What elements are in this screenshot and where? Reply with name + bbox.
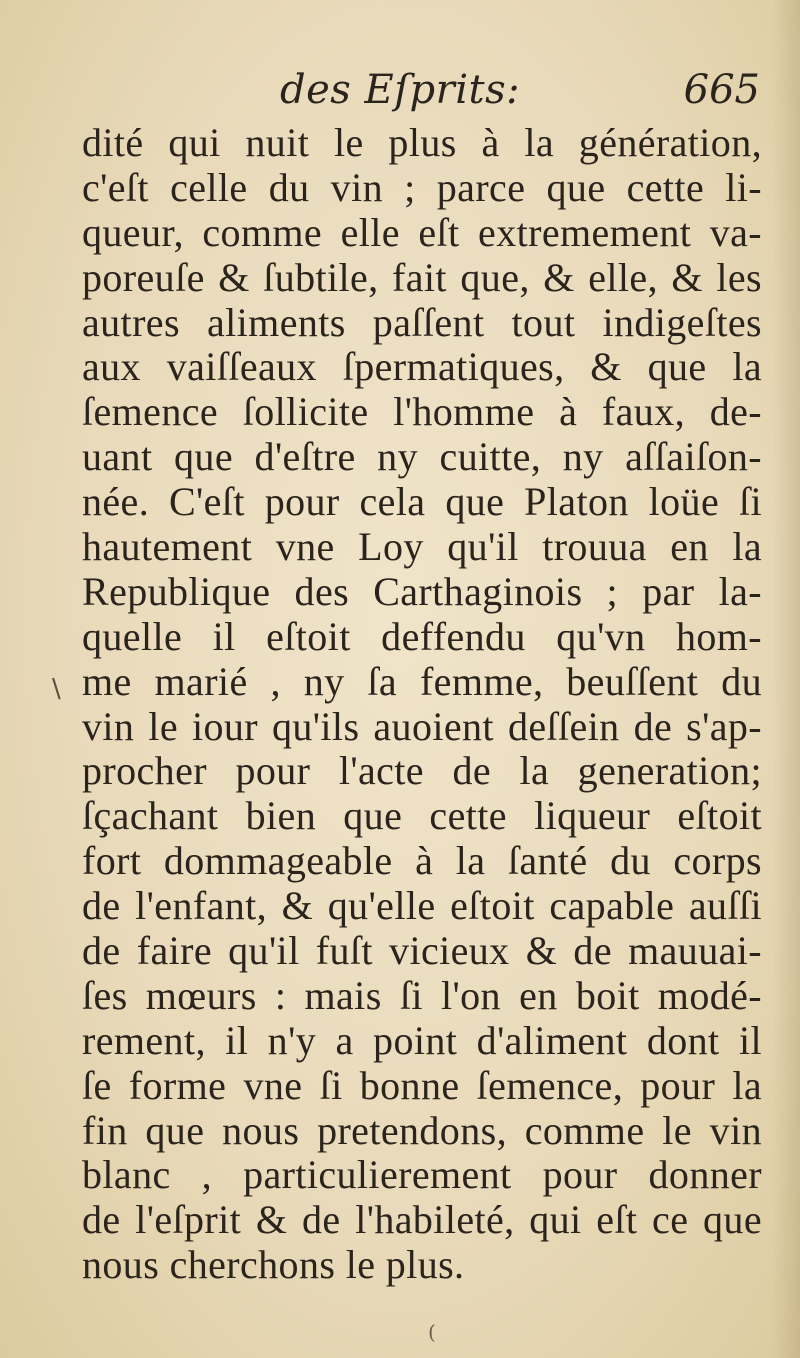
- text-line: ſçachant bien que cette liqueur eſtoit: [82, 793, 762, 839]
- text-line: uant que d'eſtre ny cuitte, ny aſſaiſon-: [82, 434, 762, 480]
- text-line: vin le iour qu'ils auoient deſſein de s'ap-: [82, 703, 762, 749]
- text-line: quelle il eſtoit deffendu qu'vn hom-: [82, 613, 762, 659]
- text-line: de l'enfant, & qu'elle eſtoit capable auſſi: [82, 883, 762, 929]
- page-edge-shadow: [772, 0, 800, 1358]
- text-line: rement, il n'y a point d'aliment dont il: [82, 1017, 762, 1063]
- text-line: ſemence ſollicite l'homme à faux, de-: [82, 389, 762, 435]
- text-line: queur, comme elle eſt extremement va-: [82, 209, 762, 255]
- text-line: poreuſe & ſubtile, fait que, & elle, & les: [82, 254, 762, 300]
- page-header: [80, 60, 760, 118]
- text-line: fort dommageable à la ſanté du corps: [82, 838, 762, 884]
- text-line: née. C'eſt pour cela que Platon loüe ſi: [82, 479, 762, 525]
- text-line: Republique des Carthaginois ; par la-: [82, 568, 762, 614]
- running-title: des Eſprits:: [280, 67, 521, 113]
- text-line: autres aliments paſſent tout indigeſtes: [82, 299, 762, 345]
- text-line: dité qui nuit le plus à la génération,: [82, 120, 762, 165]
- text-line: de faire qu'il fuſt vicieux & de mauuai-: [82, 928, 762, 974]
- text-line: de l'eſprit & de l'habileté, qui eſt ce que: [82, 1197, 762, 1243]
- text-line: nous cherchons le plus.: [82, 1242, 465, 1288]
- text-line: c'eſt celle du vin ; parce que cette li-: [82, 164, 762, 210]
- text-line: blanc , particulierement pour donner: [82, 1152, 762, 1198]
- body-text: [82, 121, 762, 1288]
- text-line: fin que nous pretendons, comme le vin: [82, 1107, 762, 1153]
- text-line: procher pour l'acte de la generation;: [82, 748, 762, 794]
- page-number: 665: [683, 67, 760, 113]
- margin-pen-mark: \: [52, 674, 61, 704]
- text-line: hautement vne Loy qu'il trouua en la: [82, 524, 762, 570]
- text-line: ſe forme vne ſi bonne ſemence, pour la: [82, 1062, 762, 1108]
- text-line: ſes mœurs : mais ſi l'on en boit modé-: [82, 972, 762, 1018]
- footer-ink-mark: (: [428, 1320, 436, 1344]
- text-line: aux vaiſſeaux ſpermatiques, & que la: [82, 344, 762, 390]
- text-line: me marié , ny ſa femme, beuſſent du: [82, 658, 762, 704]
